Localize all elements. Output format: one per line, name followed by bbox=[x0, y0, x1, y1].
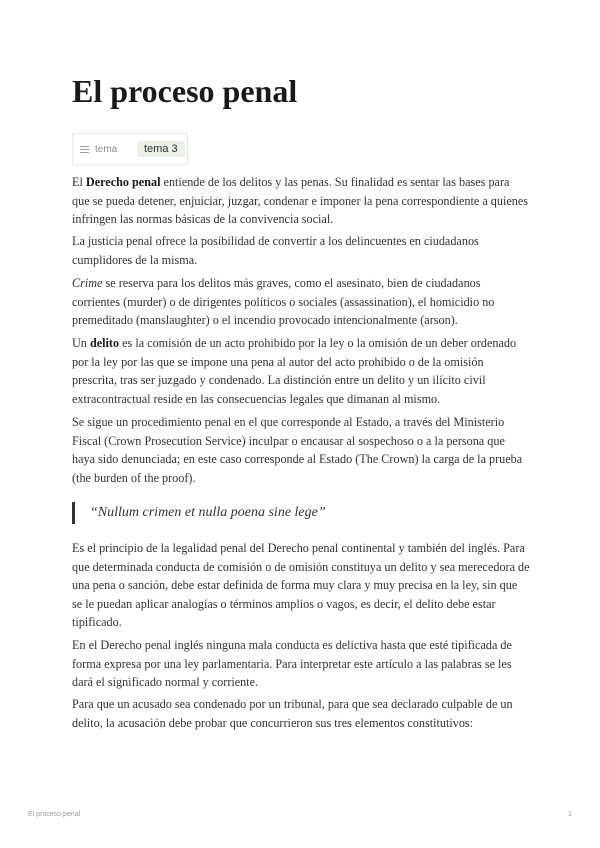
paragraph-7: En el Derecho penal inglés ninguna mala conducta es delictiva hasta que esté tipificada de forma expresa por una ley parlamentaria. Para interpretar este artículo a las palabras se les dará el significado normal y corriente. bbox=[72, 638, 512, 689]
blockquote: “Nullum crimen et nulla poena sine lege” bbox=[72, 502, 546, 524]
property-key-label: tema bbox=[95, 143, 118, 155]
paragraph-4-lead: Un bbox=[72, 336, 90, 350]
list-icon bbox=[80, 144, 89, 155]
term-crime: Crime bbox=[72, 276, 103, 290]
paragraph-1-lead: El bbox=[72, 175, 86, 189]
property-row bbox=[72, 133, 188, 165]
paragraph-6: Es el principio de la legalidad penal del Derecho penal continental y también del inglés. Para que determinada conducta de comisión o de omisión constituya un delito y sea merecedora de una pena o sanción, debe estar definida de forma muy clara y muy precisa en la ley, sin que se le puedan aplicar analogías o términos amplios o vagos, es decir, el delito debe estar tipificado. bbox=[72, 541, 530, 629]
paragraph-3-text: se reserva para los delitos más graves, como el asesinato, bien de ciudadanos corrientes (murder) o de dirigentes políticos o sociales (assassination), el homicidio no premeditado (manslaughter) o el incendio provocado intencionalmente (arson). bbox=[72, 276, 495, 327]
paragraph-1 bbox=[72, 173, 530, 229]
paragraph-3 bbox=[72, 274, 530, 330]
term-derecho-penal: Derecho penal bbox=[85, 175, 161, 189]
paragraph-1-text: entiende de los delitos y las penas. Su finalidad es sentar las bases para que se pueda detener, enjuiciar, juzgar, condenar e imponer la pena correspondiente a quienes infringen las normas básicas de la convivencia social. bbox=[72, 175, 529, 226]
property-value-tag[interactable]: tema 3 bbox=[137, 141, 185, 157]
paragraph-4 bbox=[72, 334, 530, 408]
paragraph-4-text: es la comisión de un acto prohibido por la ley o la omisión de un deber ordenado por la ley por las que se impone una pena al autor del acto prohibido o de la omisión prescrita, tras ser juzgado y condenado. La distinción entre un delito y un ilícito civil extracontractual reside en las consecuencias legales que dimanan al mismo. bbox=[72, 336, 517, 406]
page-title: El proceso penal bbox=[72, 73, 298, 109]
paragraph-2: La justicia penal ofrece la posibilidad de convertir a los delincuentes en ciudadanos cumplidores de la misma. bbox=[72, 234, 479, 267]
paragraph-5: Se sigue un procedimiento penal en el que corresponde al Estado, a través del Ministerio Fiscal (Crown Prosecution Service) inculpar o encausar al sospechoso o a la persona que haya sido denunciada; en este caso corresponde al Estado (The Crown) la carga de la prueba (the burden of the proof). bbox=[72, 415, 523, 485]
footer-page-number: 1 bbox=[568, 811, 572, 818]
term-delito: delito bbox=[89, 336, 120, 350]
paragraph-8: Para que un acusado sea condenado por un tribunal, para que sea declarado culpable de un delito, la acusación debe probar que concurrieron sus tres elementos constitutivos: bbox=[72, 697, 513, 730]
footer-title: El proceso penal bbox=[28, 811, 81, 818]
property-key bbox=[73, 144, 137, 155]
